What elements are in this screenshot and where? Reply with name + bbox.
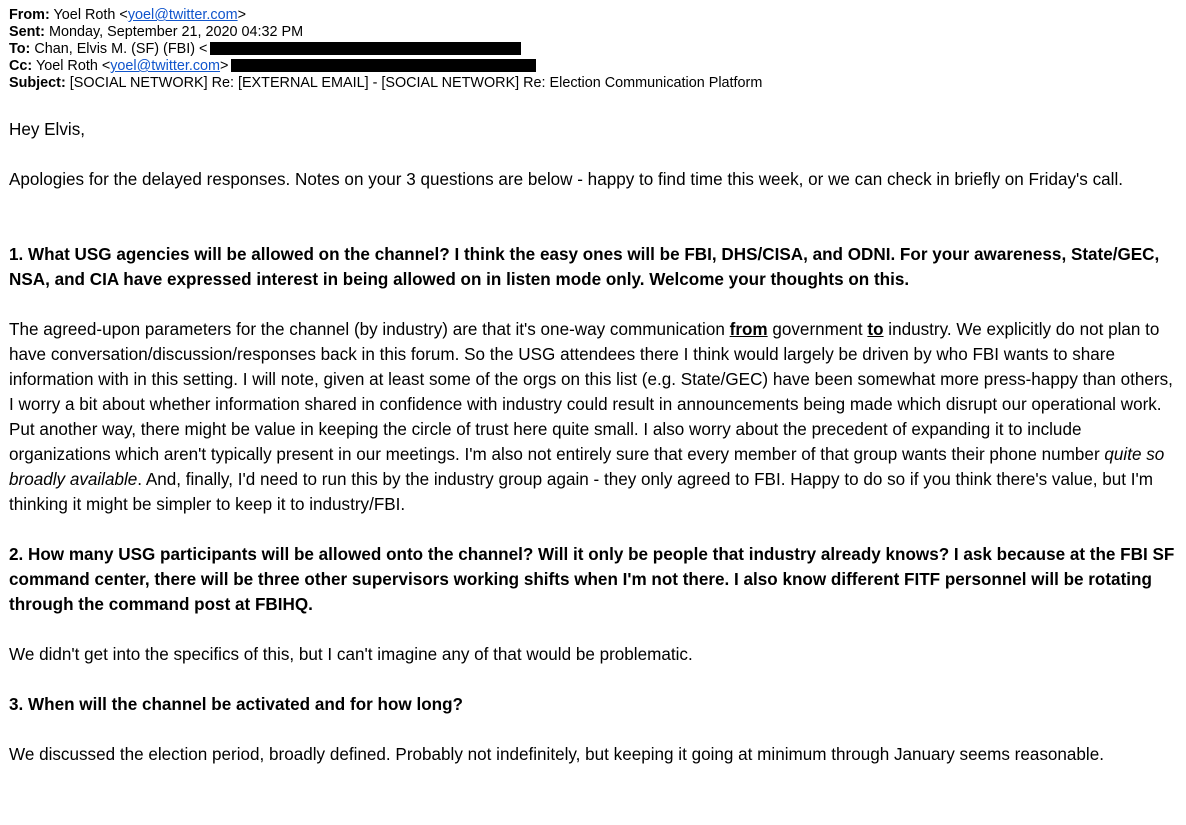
answer-1-text: The agreed-upon parameters for the channel (by industry) are that it's one-way communication [9,320,730,339]
answer-1-to-emphasis: to [867,320,884,339]
cc-label: Cc: [9,58,33,74]
greeting: Hey Elvis, [9,120,85,139]
cc-close: > [220,58,229,74]
subject-label: Subject: [9,75,66,91]
subject-value: [SOCIAL NETWORK] Re: [EXTERNAL EMAIL] - [SOCIAL NETWORK] Re: Election Communication Platform [69,75,763,91]
cc-line [9,58,1179,75]
to-line [9,41,1179,58]
email-header [9,7,1179,92]
sent-label: Sent: [9,24,45,40]
answer-1-italic: quite so broadly available [9,445,1165,489]
answer-1 [9,317,1181,517]
from-label: From: [9,7,50,23]
to-label: To: [9,41,31,57]
sent-value: Monday, September 21, 2020 04:32 PM [48,24,304,40]
intro-paragraph: Apologies for the delayed responses. Notes on your 3 questions are below - happy to find time this week, or we can check in briefly on Friday's call. [9,170,1123,189]
from-close: > [237,7,246,23]
question-1: 1. What USG agencies will be allowed on the channel? I think the easy ones will be FBI, DHS/CISA, and ODNI. For your awareness, State/GEC, NSA, and CIA have expressed interest in being allowed on in listen mode only. Welcome your thoughts on this. [9,245,1160,289]
from-line [9,7,1179,24]
to-value: Chan, Elvis M. (SF) (FBI) < [34,41,208,57]
answer-1-text: . And, finally, I'd need to run this by the industry group again - they only agreed to FBI. Happy to do so if you think there's value, but I'm thinking it might be simpler to keep it to industry/FBI. [9,470,1154,514]
sent-line [9,24,1179,41]
answer-1-text: government [767,320,868,339]
email-body [9,117,1181,767]
cc-name: Yoel Roth < [35,58,111,74]
redaction-bar [231,59,536,72]
answer-2: We didn't get into the specifics of this, but I can't imagine any of that would be problematic. [9,645,693,664]
redaction-bar [210,42,521,55]
subject-line [9,75,1179,92]
question-2: 2. How many USG participants will be allowed onto the channel? Will it only be people that industry already knows? I ask because at the FBI SF command center, there will be three other supervisors working shifts when I'm not there. I also know different FITF personnel will be rotating through the command post at FBIHQ. [9,545,1175,614]
cc-email-link[interactable]: yoel@twitter.com [110,58,221,74]
answer-1-text: industry. We explicitly do not plan to have conversation/discussion/responses back in this forum. So the USG attendees there I think would largely be driven by who FBI wants to share information with in this setting. I will note, given at least some of the orgs on this list (e.g. State/GEC) have been somewhat more press-happy than others, I worry a bit about whether information shared in confidence with industry could result in announcements being made which disrupt our operational work. Put another way, there might be value in keeping the circle of trust here quite small. I also worry about the precedent of expanding it to include organizations which aren't typically present in our meetings. I'm also not entirely sure that every member of that group wants their phone number [9,320,1173,464]
from-name: Yoel Roth < [53,7,128,23]
answer-1-from-emphasis: from [729,320,768,339]
answer-3: We discussed the election period, broadly defined. Probably not indefinitely, but keeping it going at minimum through January seems reasonable. [9,745,1104,764]
from-email-link[interactable]: yoel@twitter.com [127,7,238,23]
question-3: 3. When will the channel be activated and for how long? [9,695,463,714]
